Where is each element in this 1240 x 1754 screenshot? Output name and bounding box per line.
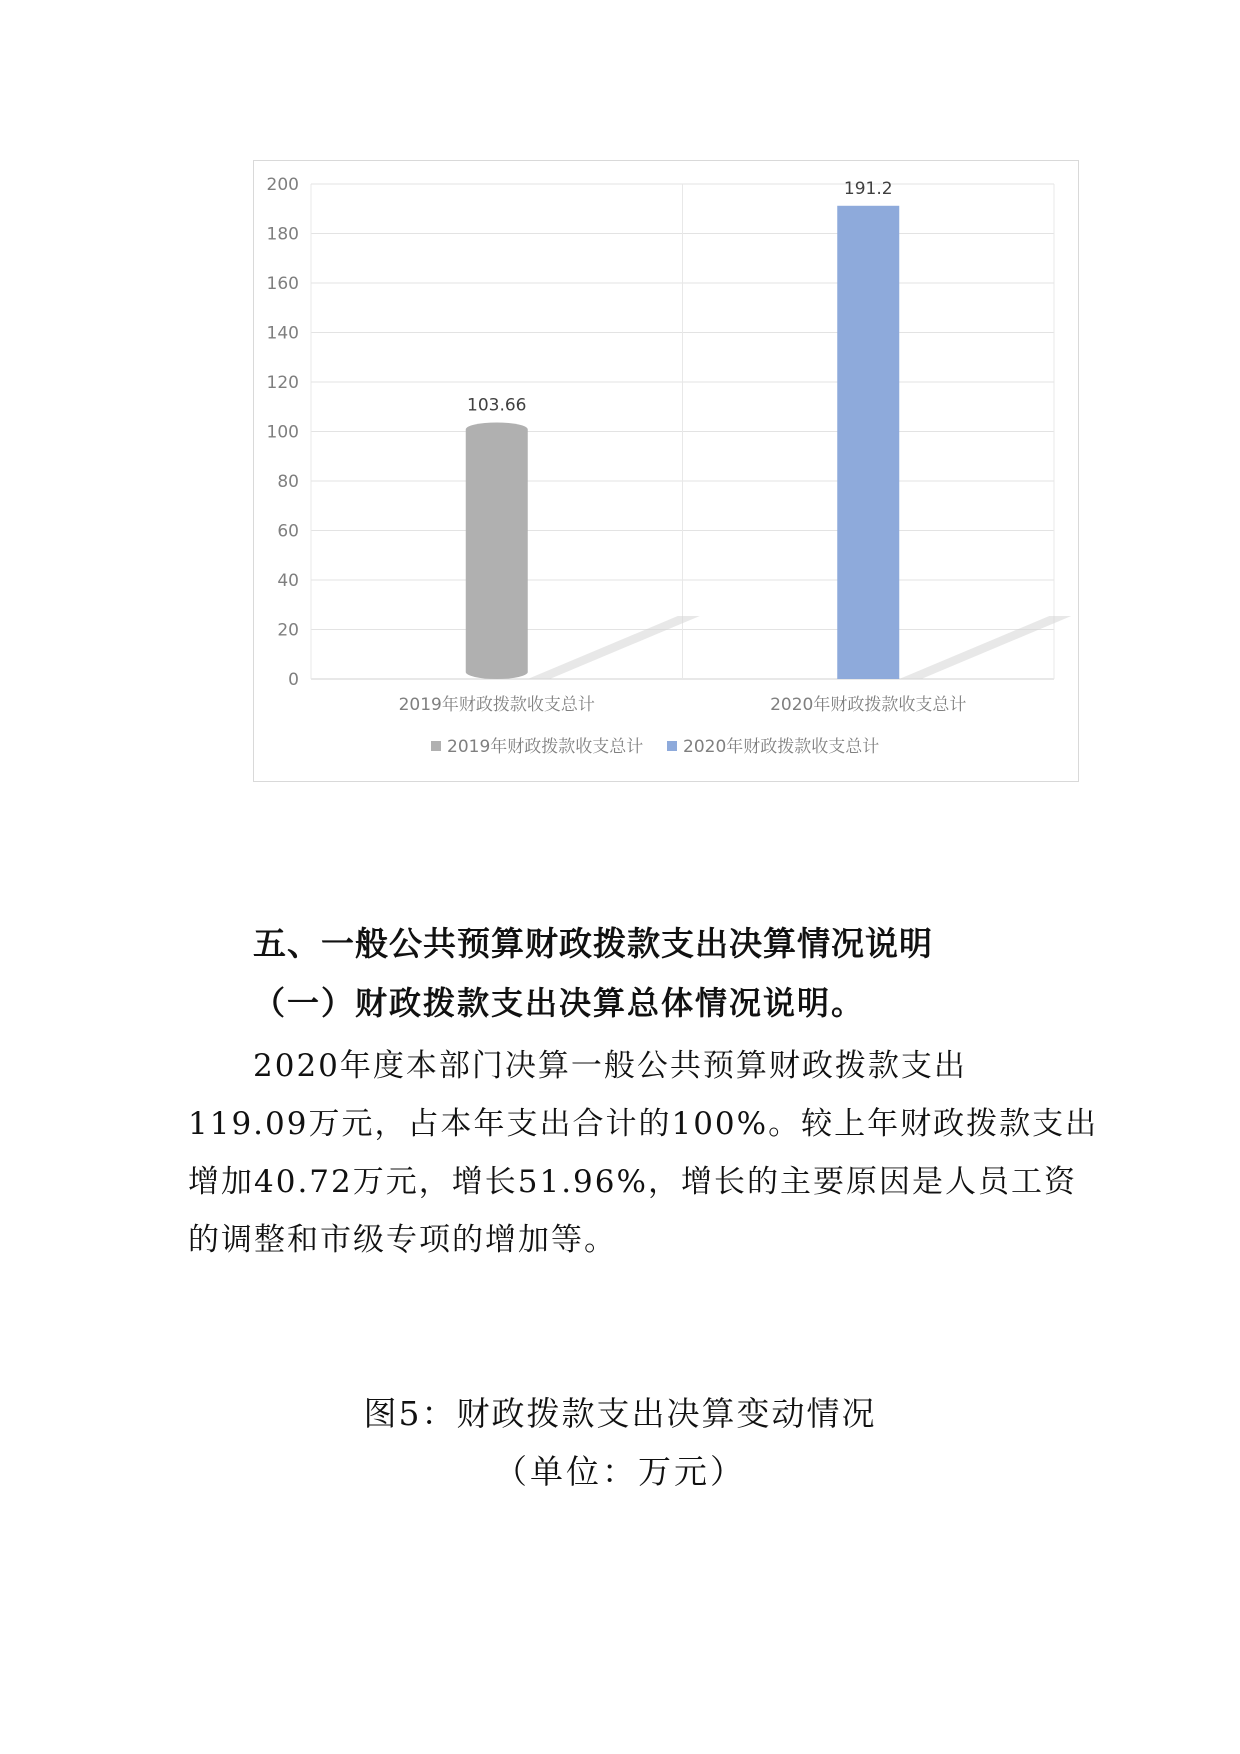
data-labels bbox=[467, 179, 893, 416]
legend-label: 2019年财政拨款收支总计 bbox=[447, 737, 644, 757]
paragraph-line: 增加40.72万元，增长51.96%，增长的主要原因是人员工资 bbox=[188, 1164, 1077, 1200]
bar bbox=[837, 206, 899, 679]
paragraph-line: 119.09万元，占本年支出合计的100%。较上年财政拨款支出 bbox=[188, 1106, 1099, 1142]
figure-unit: （单位：万元） bbox=[494, 1452, 746, 1491]
y-tick-label: 140 bbox=[266, 323, 299, 344]
y-tick-label: 120 bbox=[266, 373, 299, 393]
paragraph-line: 2020年度本部门决算一般公共预算财政拨款支出 bbox=[253, 1048, 967, 1084]
legend-label: 2020年财政拨款收支总计 bbox=[683, 737, 880, 757]
x-tick-label: 2019年财政拨款收支总计 bbox=[398, 695, 595, 715]
bar bbox=[466, 422, 528, 679]
y-tick-label: 180 bbox=[266, 224, 299, 245]
y-axis-ticks bbox=[267, 175, 299, 690]
legend bbox=[431, 736, 879, 757]
legend-swatch bbox=[667, 741, 677, 751]
bar-chart-svg bbox=[254, 161, 1080, 783]
bar-shadow bbox=[528, 616, 700, 679]
legend-swatch bbox=[431, 741, 441, 751]
bar-chart bbox=[253, 160, 1079, 782]
y-tick-label: 60 bbox=[277, 521, 299, 542]
y-tick-label: 80 bbox=[277, 472, 299, 492]
gridlines bbox=[311, 184, 1054, 679]
y-tick-label: 0 bbox=[288, 670, 299, 690]
y-tick-label: 20 bbox=[277, 620, 299, 641]
bar-shadow bbox=[899, 616, 1071, 679]
section-heading: 五、一般公共预算财政拨款支出决算情况说明 bbox=[253, 924, 933, 963]
x-axis-ticks bbox=[399, 694, 967, 715]
data-label: 103.66 bbox=[467, 395, 527, 416]
y-tick-label: 160 bbox=[266, 274, 299, 294]
y-tick-label: 100 bbox=[266, 422, 299, 443]
data-label: 191.2 bbox=[843, 178, 893, 199]
paragraph-line: 的调整和市级专项的增加等。 bbox=[188, 1222, 617, 1258]
figure-caption: 图5：财政拨款支出决算变动情况 bbox=[363, 1394, 877, 1433]
bar-shadows bbox=[528, 616, 1072, 679]
y-tick-label: 200 bbox=[266, 175, 299, 195]
y-tick-label: 40 bbox=[277, 571, 299, 591]
x-tick-label: 2020年财政拨款收支总计 bbox=[770, 695, 967, 715]
sub-heading: （一）财政拨款支出决算总体情况说明。 bbox=[253, 984, 866, 1022]
